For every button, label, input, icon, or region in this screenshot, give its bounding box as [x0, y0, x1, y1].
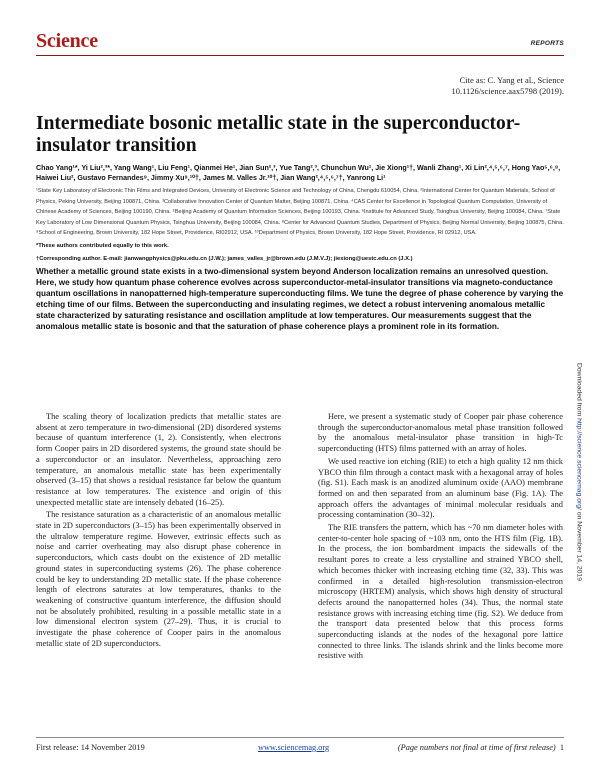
citation-line-2: 10.1126/science.aax5798 (2019).: [451, 86, 564, 96]
equal-contribution-note: *These authors contributed equally to this work.: [36, 243, 169, 249]
citation-line-1: Cite as: C. Yang et al., Science: [459, 75, 564, 85]
citation: [451, 75, 564, 97]
footer-divider: [36, 737, 564, 738]
site-link[interactable]: www.sciencemag.org: [258, 743, 330, 752]
abstract: Whether a metallic ground state exists in a two-dimensional system beyond Anderson localization remains an unresolved question. Here, we study how quantum phase coherence evolves across superconductor-metal-insulator transitions via magneto-conductance quantum oscillations in nanopatterned high-temperature superconducting films. We tune the degree of phase coherence by varying the etching time of our films. Between the superconducting and insulating regimes, we detect a robust intervening anomalous metallic state characterized by saturating resistance and oscillation amplitude at low temperatures. Our measurements suggest that the anomalous metallic state is bosonic and that the saturation of phase coherence plays a prominent role in its formation.: [36, 267, 564, 331]
page-numbers-note: (Page numbers not final at time of first release): [397, 743, 556, 752]
section-label: REPORTS: [530, 40, 564, 47]
journal-logo: Science: [36, 30, 98, 52]
footer-note: [398, 743, 564, 752]
body-column-left: [36, 412, 281, 651]
affiliations: ¹State Key Laboratory of Electronic Thin Films and Integrated Devices, University of Electronic Science and Technology of China, Chengdu 610054, China. ²International Center for Quantum Materials, School of Physics, Peking University, Beijing 100871, China. ³Collaborative Innovation Center of Quantum Matter, Beijing 100871, China. ⁴CAS Center for Excellence in Topological Quantum Computation, University of Chinese Academy of Sciences, Beijing 100190, China. ⁵Beijing Academy of Quantum Information Sciences, Beijing 100193, China. ⁶Institute for Advanced Study, Tsinghua University, Beijing 100084, China. ⁷State Key Laboratory of Low Dimensional Quantum Physics, Tsinghua University, Beijing 100084, China. ⁸Center for Advanced Quantum Studies, Department of Physics, Beijing Normal University, Beijing 100875, China. ⁹School of Engineering, Brown University, 182 Hope Street, Providence, RI02912, USA. ¹⁰Department of Physics, Brown University, 182 Hope Street, Providence, RI 02912, USA.: [36, 188, 564, 236]
release-date: First release: 14 November 2019: [36, 743, 145, 752]
header-divider: [36, 55, 564, 56]
paragraph: We used reactive ion etching (RIE) to etch a high quality 12 nm thick YBCO thin film through a contact mask with a hexagonal array of holes (fig. S1). Each mask is an anodized aluminum oxide (AAO) membrane formed on and then separated from an aluminum base (Fig. 1A). The approach offers the advantages of minimal molecular residuals and processing contamination (30–32).: [318, 456, 563, 520]
author-list: Chao Yang¹*, Yi Liu²,³*, Yang Wang¹, Liu Feng¹, Qianmei He¹, Jian Sun²,³, Yue Tang²,³, Chunchun Wu¹, Jie Xiong¹†, Wanli Zhang¹, Xi Lin²,⁴,⁵,⁶,⁷, Hong Yao⁵,⁶,⁸, Haiwei Liu², Gustavo Fernandes⁹, Jimmy Xu⁹,¹⁰†, James M. Valles Jr.¹⁰†, Jian Wang²,⁴,⁵,⁶,⁷†, Yanrong Li¹: [36, 164, 561, 183]
footer-site: [258, 743, 329, 752]
download-prefix: Downloaded from: [575, 362, 583, 419]
body-column-right: [318, 412, 563, 664]
paragraph: Here, we present a systematic study of Cooper pair phase coherence through the superconductor-anomalous metal phase transition followed by the anomalous metal-insulator phase transition in high-Tc superconducting (HTS) films patterned with an array of holes.: [318, 412, 563, 454]
paragraph: The scaling theory of localization predicts that metallic states are absent at zero temperature in two-dimensional (2D) disordered systems because of quantum interference (1, 2). Consistently, when electrons form Cooper pairs in 2D disordered systems, the ground state should be a superconductor or an insulator. Nevertheless, approaching zero temperature, an anomalous metallic state has been experimentally observed (3–15) that shows a residual resistance far below the quantum resistance at low temperatures. The existence and origin of this unexpected metallic state are intensely debated (16–25).: [36, 412, 281, 507]
download-notice: [576, 363, 583, 581]
download-link[interactable]: http://science.sciencemag.org/: [575, 418, 583, 510]
corresponding-author-note: †Corresponding author. E-mail: jianwangphysics@pku.edu.cn (J.W.); james_valles_jr@brown.edu (J.M.V.J); jiexiong@uestc.edu.cn (J.X.): [36, 256, 413, 262]
download-watermark: [572, 272, 586, 672]
download-suffix: on November 14, 2019: [575, 509, 583, 582]
page-number: 1: [559, 743, 564, 752]
paragraph: The RIE transfers the pattern, which has ~70 nm diameter holes with center-to-center hole spacing of ~103 nm, onto the HTS film (Fig. 1B). In the process, the ion bombardment impacts the sidewalls of the resultant pores to create a less crystalline and strained YBCO shell, which becomes thicker with increasing etching time (32, 33). This was confirmed in a detailed high-resolution transmission-electron microscopy (HRTEM) analysis, which shows high density of structural defects around the nanopatterned holes (34). Thus, the normal state resistance grows with increasing etching time (fig. S2). We deduce from the transport data presented below that this process forms superconducting islands at the nodes of the hexagonal pore lattice connected to three links. The islands shrink and the links become more resistive with: [318, 523, 563, 661]
paper-title: Intermediate bosonic metallic state in the superconductor-insulator transition: [36, 113, 521, 156]
paragraph: The resistance saturation as a characteristic of an anomalous metallic state in 2D superconductors (3–15) has been experimentally observed in the ultralow temperature regime. However, extrinsic effects such as noise and carrier overheating may also disrupt phase coherence in superconductors, which casts doubt on the existence of 2D metallic ground states in superconducting systems (26). The phase coherence could be key to understanding 2D metallic state. If the phase coherence length of electrons saturates at low temperatures, thanks to the weakening of constructive quantum interference, the diffusion should not be absolutely prohibited, resulting in a possible metallic state in a low dimensional electron system (27–29). Thus, it is crucial to investigate the phase coherence of Cooper pairs in the anomalous metallic state of 2D superconductors.: [36, 510, 281, 648]
